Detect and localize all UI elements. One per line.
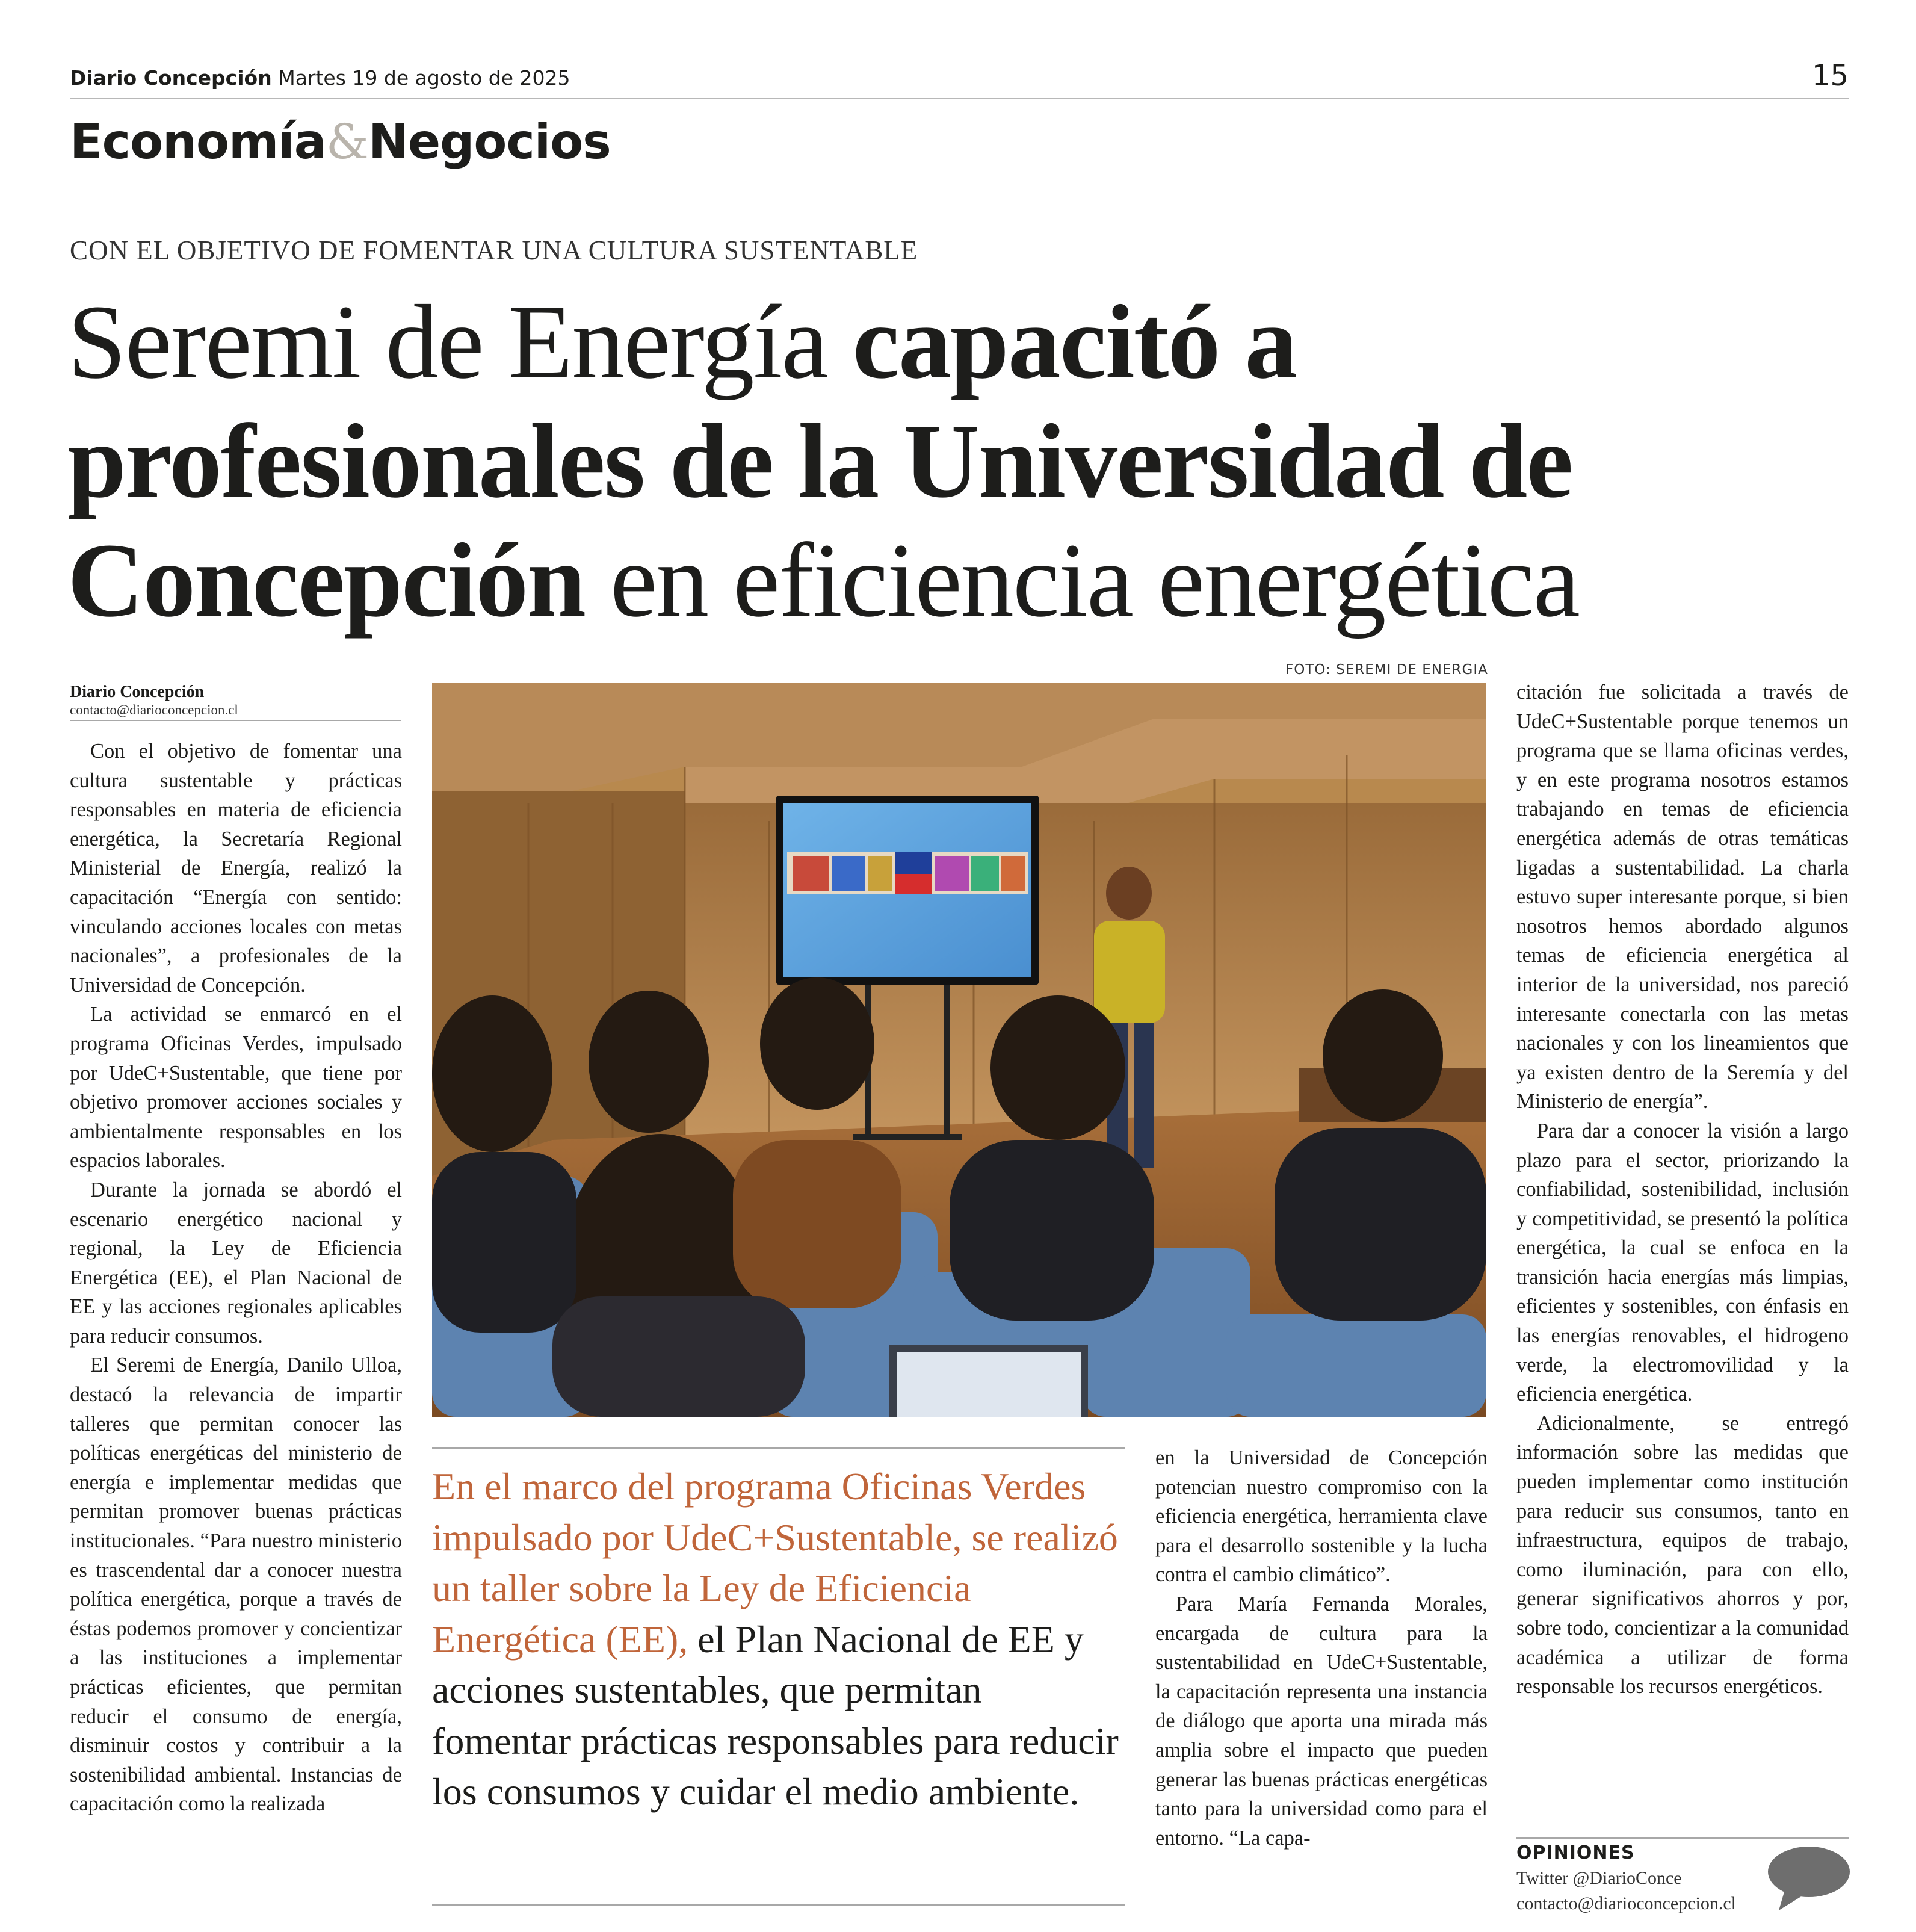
paragraph: Para dar a conocer la visión a largo plazo para el sector, priorizando la confiabilidad, sostenibilidad, inclusión y competitividad, se presentó la política energética, la cual se enfoca en la transición hacia energías más limpias, eficientes y sostenibles, con énfasis en las energías renovables, el hidrogeno verde, la electromovilidad y la eficiencia energética. <box>1516 1119 1849 1406</box>
paragraph: Durante la jornada se abordó el escenario energético nacional y regional, la Ley de Eficiencia Energética (EE), el Plan Nacional de EE y las acciones regionales aplicables para reducir consumos. <box>70 1178 402 1348</box>
headline-part-2: capacitó a profesionales de la Universidad de Concepción <box>67 283 1572 639</box>
header-divider <box>70 98 1849 99</box>
article-column-1 <box>70 737 402 1916</box>
paragraph: en la Universidad de Concepción potencian nuestro compromiso con la eficiencia energética, herramienta clave para el desarrollo sostenible y la lucha contra el cambio climático”. <box>1155 1446 1488 1587</box>
pull-quote-rest: el Plan Nacional de EE y acciones sustentables, que permitan fomentar prácticas responsables para reducir los consumos y cuidar el medio ambiente. <box>432 1617 1119 1813</box>
opinions-twitter[interactable]: Twitter @DiarioConce <box>1516 1868 1682 1888</box>
pull-quote-highlight: En el marco del programa Oficinas Verdes impulsado por UdeC+Sustentable, se realizó un taller sobre la Ley de Eficiencia Energética (EE), <box>432 1465 1118 1661</box>
issue-date: Martes 19 de agosto de 2025 <box>278 66 570 90</box>
section-title-left: Economía <box>70 114 326 170</box>
paragraph: El Seremi de Energía, Danilo Ulloa, destacó la relevancia de impartir talleres que permitan conocer las políticas energéticas del ministerio de energía e implementar medidas que permitan promover buenas prácticas institucionales. “Para nuestro ministerio es trascendental dar a conocer nuestra política energética, porque a través de éstas podemos promover y concientizar a las instituciones a implementar prácticas eficientes, que permitan reducir el consumo de energía, disminuir costos y contribuir a la sostenibilidad ambiental. Instancias de capacitación como la realizada <box>70 1354 402 1816</box>
article-photo <box>432 683 1486 1417</box>
pull-quote-rule-bottom <box>432 1904 1125 1906</box>
article-headline <box>67 283 1849 640</box>
opinions-email[interactable]: contacto@diarioconcepcion.cl <box>1516 1893 1736 1913</box>
section-title-right: Negocios <box>368 114 611 170</box>
article-kicker: CON EL OBJETIVO DE FOMENTAR UNA CULTURA SUSTENTABLE <box>70 235 918 265</box>
paragraph: La actividad se enmarcó en el programa Oficinas Verdes, impulsado por UdeC+Sustentable, que tiene por objetivo promover acciones sociales y ambientalmente responsables en los espacios laborales. <box>70 1003 402 1172</box>
photo-credit: FOTO: SEREMI DE ENERGIA <box>1285 662 1488 678</box>
byline <box>70 683 401 719</box>
speech-bubble-icon <box>1767 1845 1851 1914</box>
headline-part-1: Seremi de Energía <box>67 283 853 401</box>
section-title <box>70 112 611 172</box>
byline-email: contacto@diarioconcepcion.cl <box>70 702 238 717</box>
section-ampersand: & <box>326 114 368 170</box>
photo-illustration <box>432 683 1486 1417</box>
byline-divider <box>70 720 401 721</box>
pull-quote <box>432 1461 1130 1818</box>
byline-name: Diario Concepción <box>70 683 205 701</box>
paper-name: Diario Concepción <box>70 66 272 90</box>
page-number: 15 <box>1811 59 1849 93</box>
opinions-title: OPINIONES <box>1516 1842 1635 1863</box>
pull-quote-rule-top <box>432 1447 1125 1449</box>
article-column-3 <box>1155 1443 1488 1916</box>
opinions-divider <box>1516 1837 1849 1839</box>
paragraph: citación fue solicitada a través de UdeC+Sustentable porque tenemos un programa que se llama oficinas verdes, y en este programa nosotros estamos trabajando en temas de eficiencia energética además de otras temáticas ligadas a sustentabilidad. La charla estuvo super interesante porque, si bien nosotros hemos abordado algunos temas de eficiencia energética al interior de la universidad, nos pareció interesante conectarla con las metas nacionales y con los lineamientos que ya existen dentro de la Seremía y del Ministerio de energía”. <box>1516 681 1849 1113</box>
article-column-4 <box>1516 678 1849 1836</box>
paragraph: Para María Fernanda Morales, encargada de cultura para la sustentabilidad en UdeC+Sustentable, la capacitación representa una instancia de diálogo que aporta una mirada más amplia sobre el impacto que pueden generar las buenas prácticas energéticas tanto para la universidad como para el entorno. “La capa- <box>1155 1592 1488 1850</box>
masthead-line <box>70 66 570 90</box>
paragraph: Adicionalmente, se entregó información sobre las medidas que pueden implementar como institución para reducir sus consumos, tanto en infraestructura, equipos de trabajo, como iluminación, para con ello, generar significativos ahorros y por, sobre todo, concientizar a la comunidad académica a utilizar de forma responsable los recursos energéticos. <box>1516 1411 1849 1698</box>
headline-part-3: en eficiencia energética <box>585 522 1579 639</box>
paragraph: Con el objetivo de fomentar una cultura sustentable y prácticas responsables en materia de eficiencia energética, la Secretaría Regional Ministerial de Energía, realizó la capacitación “Energía con sentido: vinculando acciones locales con metas nacionales”, a profesionales de la Universidad de Concepción. <box>70 740 402 997</box>
